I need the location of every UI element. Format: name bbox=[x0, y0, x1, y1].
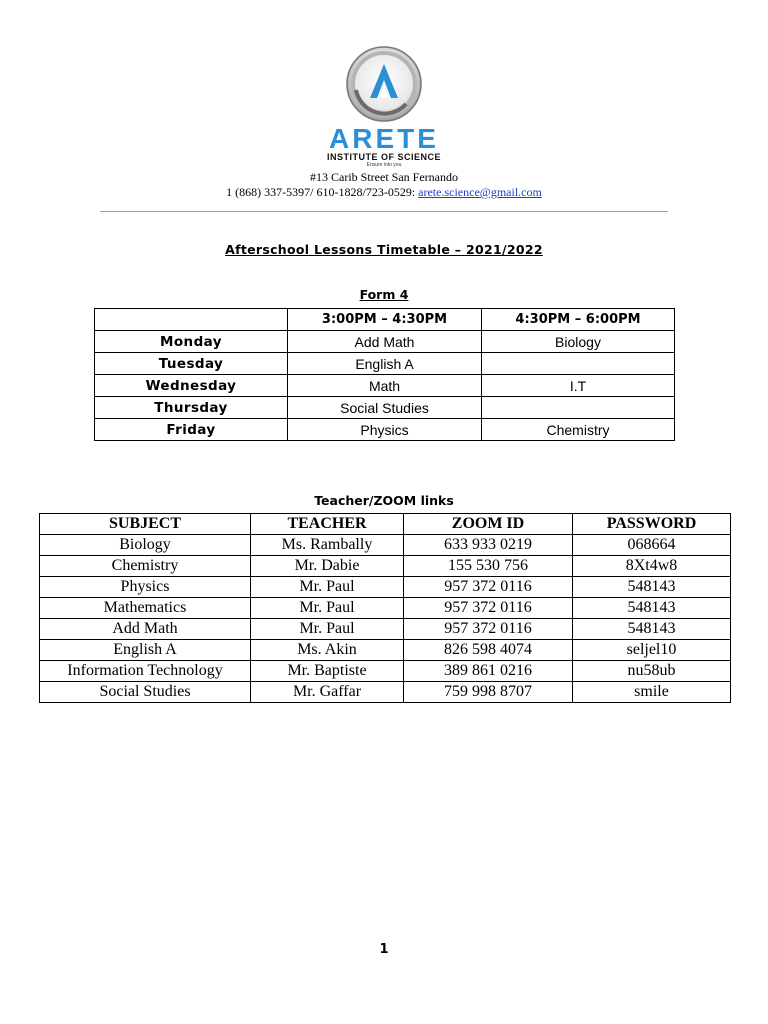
brand-tagline: Ensure into you bbox=[366, 162, 402, 168]
table-row bbox=[95, 353, 675, 375]
table-row bbox=[40, 556, 731, 577]
zoom-id-cell: 957 372 0116 bbox=[404, 577, 573, 598]
document-title-text: Afterschool Lessons Timetable – 2021/2022 bbox=[225, 242, 543, 257]
header-divider bbox=[100, 211, 668, 212]
zoom-id-cell: 633 933 0219 bbox=[404, 535, 573, 556]
timetable-header-cell: 3:00PM – 4:30PM bbox=[288, 309, 482, 331]
timetable-header-row bbox=[95, 309, 675, 331]
subject-cell: Mathematics bbox=[40, 598, 251, 619]
subject-cell: I.T bbox=[482, 375, 675, 397]
subject-cell: Social Studies bbox=[40, 682, 251, 703]
address-line: #13 Carib Street San Fernando bbox=[310, 170, 458, 184]
timetable-table bbox=[94, 308, 675, 441]
zoom-id-cell: 155 530 756 bbox=[404, 556, 573, 577]
brand-name: ARETE bbox=[329, 123, 439, 154]
timetable-header-cell: 4:30PM – 6:00PM bbox=[482, 309, 675, 331]
teacher-cell: Mr. Gaffar bbox=[251, 682, 404, 703]
phone-numbers: 1 (868) 337-5397/ 610-1828/723-0529: bbox=[226, 185, 419, 199]
contact-line bbox=[0, 185, 768, 200]
teacher-cell: Mr. Paul bbox=[251, 619, 404, 640]
column-header: SUBJECT bbox=[40, 514, 251, 535]
subject-cell: Math bbox=[288, 375, 482, 397]
table-row bbox=[95, 419, 675, 441]
subject-cell: Biology bbox=[482, 331, 675, 353]
day-cell: Friday bbox=[95, 419, 288, 441]
subject-cell bbox=[482, 353, 675, 375]
teacher-cell: Mr. Dabie bbox=[251, 556, 404, 577]
day-cell: Thursday bbox=[95, 397, 288, 419]
arete-emblem-icon bbox=[344, 44, 424, 128]
subject-cell: English A bbox=[288, 353, 482, 375]
zoom-links-heading: Teacher/ZOOM links bbox=[314, 493, 454, 508]
subject-cell: Add Math bbox=[288, 331, 482, 353]
subject-cell: Chemistry bbox=[40, 556, 251, 577]
table-row bbox=[40, 598, 731, 619]
zoom-id-cell: 957 372 0116 bbox=[404, 598, 573, 619]
table-row bbox=[95, 331, 675, 353]
column-header: PASSWORD bbox=[573, 514, 731, 535]
form-label-text: Form 4 bbox=[359, 287, 409, 302]
subject-cell: Physics bbox=[40, 577, 251, 598]
email-link[interactable]: arete.science@gmail.com bbox=[418, 185, 542, 199]
subject-cell: Social Studies bbox=[288, 397, 482, 419]
password-cell: 068664 bbox=[573, 535, 731, 556]
table-row bbox=[95, 397, 675, 419]
password-cell: 548143 bbox=[573, 598, 731, 619]
subject-cell: Biology bbox=[40, 535, 251, 556]
teacher-cell: Mr. Paul bbox=[251, 577, 404, 598]
document-title bbox=[0, 242, 768, 257]
day-cell: Tuesday bbox=[95, 353, 288, 375]
teacher-cell: Ms. Rambally bbox=[251, 535, 404, 556]
zoom-id-cell: 389 861 0216 bbox=[404, 661, 573, 682]
column-header: TEACHER bbox=[251, 514, 404, 535]
zoom-links-table bbox=[39, 513, 731, 703]
subject-cell: English A bbox=[40, 640, 251, 661]
brand-subtitle: INSTITUTE OF SCIENCE bbox=[326, 152, 441, 162]
password-cell: 548143 bbox=[573, 577, 731, 598]
subject-cell: Physics bbox=[288, 419, 482, 441]
teacher-cell: Ms. Akin bbox=[251, 640, 404, 661]
password-cell: smile bbox=[573, 682, 731, 703]
timetable-header-cell bbox=[95, 309, 288, 331]
table-row bbox=[95, 375, 675, 397]
day-cell: Monday bbox=[95, 331, 288, 353]
subject-cell: Information Technology bbox=[40, 661, 251, 682]
zoom-header-row bbox=[40, 514, 731, 535]
table-row bbox=[40, 661, 731, 682]
zoom-id-cell: 826 598 4074 bbox=[404, 640, 573, 661]
teacher-cell: Mr. Paul bbox=[251, 598, 404, 619]
page-number: 1 bbox=[379, 942, 389, 957]
table-row bbox=[40, 682, 731, 703]
password-cell: seljel10 bbox=[573, 640, 731, 661]
teacher-cell: Mr. Baptiste bbox=[251, 661, 404, 682]
subject-cell: Chemistry bbox=[482, 419, 675, 441]
day-cell: Wednesday bbox=[95, 375, 288, 397]
zoom-id-cell: 759 998 8707 bbox=[404, 682, 573, 703]
form-label bbox=[0, 287, 768, 302]
table-row bbox=[40, 577, 731, 598]
password-cell: nu58ub bbox=[573, 661, 731, 682]
institute-logo bbox=[0, 44, 768, 169]
subject-cell bbox=[482, 397, 675, 419]
password-cell: 548143 bbox=[573, 619, 731, 640]
zoom-id-cell: 957 372 0116 bbox=[404, 619, 573, 640]
subject-cell: Add Math bbox=[40, 619, 251, 640]
table-row bbox=[40, 619, 731, 640]
table-row bbox=[40, 640, 731, 661]
password-cell: 8Xt4w8 bbox=[573, 556, 731, 577]
table-row bbox=[40, 535, 731, 556]
column-header: ZOOM ID bbox=[404, 514, 573, 535]
